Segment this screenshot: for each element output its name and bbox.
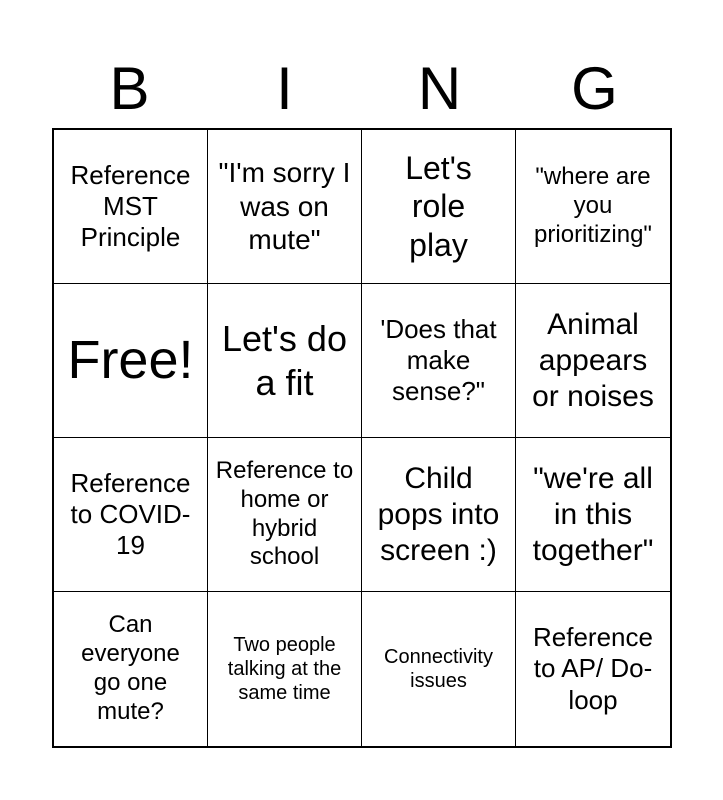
bingo-cell-text: Reference to home or hybrid school: [215, 456, 354, 571]
bingo-cell-3-4[interactable]: [516, 438, 670, 592]
bingo-cell-4-3[interactable]: [362, 592, 516, 746]
bingo-cell-text: "where are you prioritizing": [534, 163, 652, 248]
bingo-cell-text: "I'm sorry I was on mute": [218, 157, 351, 256]
bingo-cell-2-4[interactable]: [516, 284, 670, 438]
bingo-cell-text-free: Free!: [67, 330, 194, 391]
bingo-board: [52, 128, 672, 748]
bingo-cell-text: Reference to AP/ Do-loop: [533, 622, 653, 715]
bingo-cell-4-2[interactable]: [208, 592, 362, 746]
bingo-cell-text: Connectivity issues: [384, 646, 493, 692]
bingo-cell-text: Reference to COVID-19: [70, 467, 191, 561]
bingo-cell-text: Can everyone go one mute?: [81, 611, 180, 725]
bingo-cell-text: Two people talking at the same time: [227, 634, 342, 704]
bingo-cell-4-1[interactable]: [54, 592, 208, 746]
bingo-cell-text: 'Does that make sense?": [380, 313, 497, 407]
bingo-cell-1-3[interactable]: [362, 130, 516, 284]
bingo-cell-text: Animal appears or noises: [532, 307, 654, 413]
bingo-cell-2-1[interactable]: [54, 284, 208, 438]
bingo-cell-text: "we're all in this together": [532, 461, 654, 567]
bingo-cell-3-2[interactable]: [208, 438, 362, 592]
header-letter-g: G: [571, 55, 618, 122]
bingo-cell-text: Let's do a fit: [222, 318, 347, 403]
header-letter-n: N: [417, 55, 462, 122]
bingo-cell-text: Child pops into screen :): [377, 461, 500, 567]
header-letter-i: I: [276, 55, 293, 122]
bingo-cell-2-3[interactable]: [362, 284, 516, 438]
bingo-cell-3-1[interactable]: [54, 438, 208, 592]
bingo-cell-1-1[interactable]: [54, 130, 208, 284]
bingo-header: [52, 50, 672, 128]
bingo-cell-1-2[interactable]: [208, 130, 362, 284]
bingo-cell-text: Reference MST Principle: [70, 159, 191, 253]
bingo-cell-4-4[interactable]: [516, 592, 670, 746]
bingo-cell-text: Let's role play: [405, 149, 472, 263]
header-letter-b: B: [109, 55, 150, 122]
bingo-cell-3-3[interactable]: [362, 438, 516, 592]
bingo-cell-1-4[interactable]: [516, 130, 670, 284]
bingo-cell-2-2[interactable]: [208, 284, 362, 438]
